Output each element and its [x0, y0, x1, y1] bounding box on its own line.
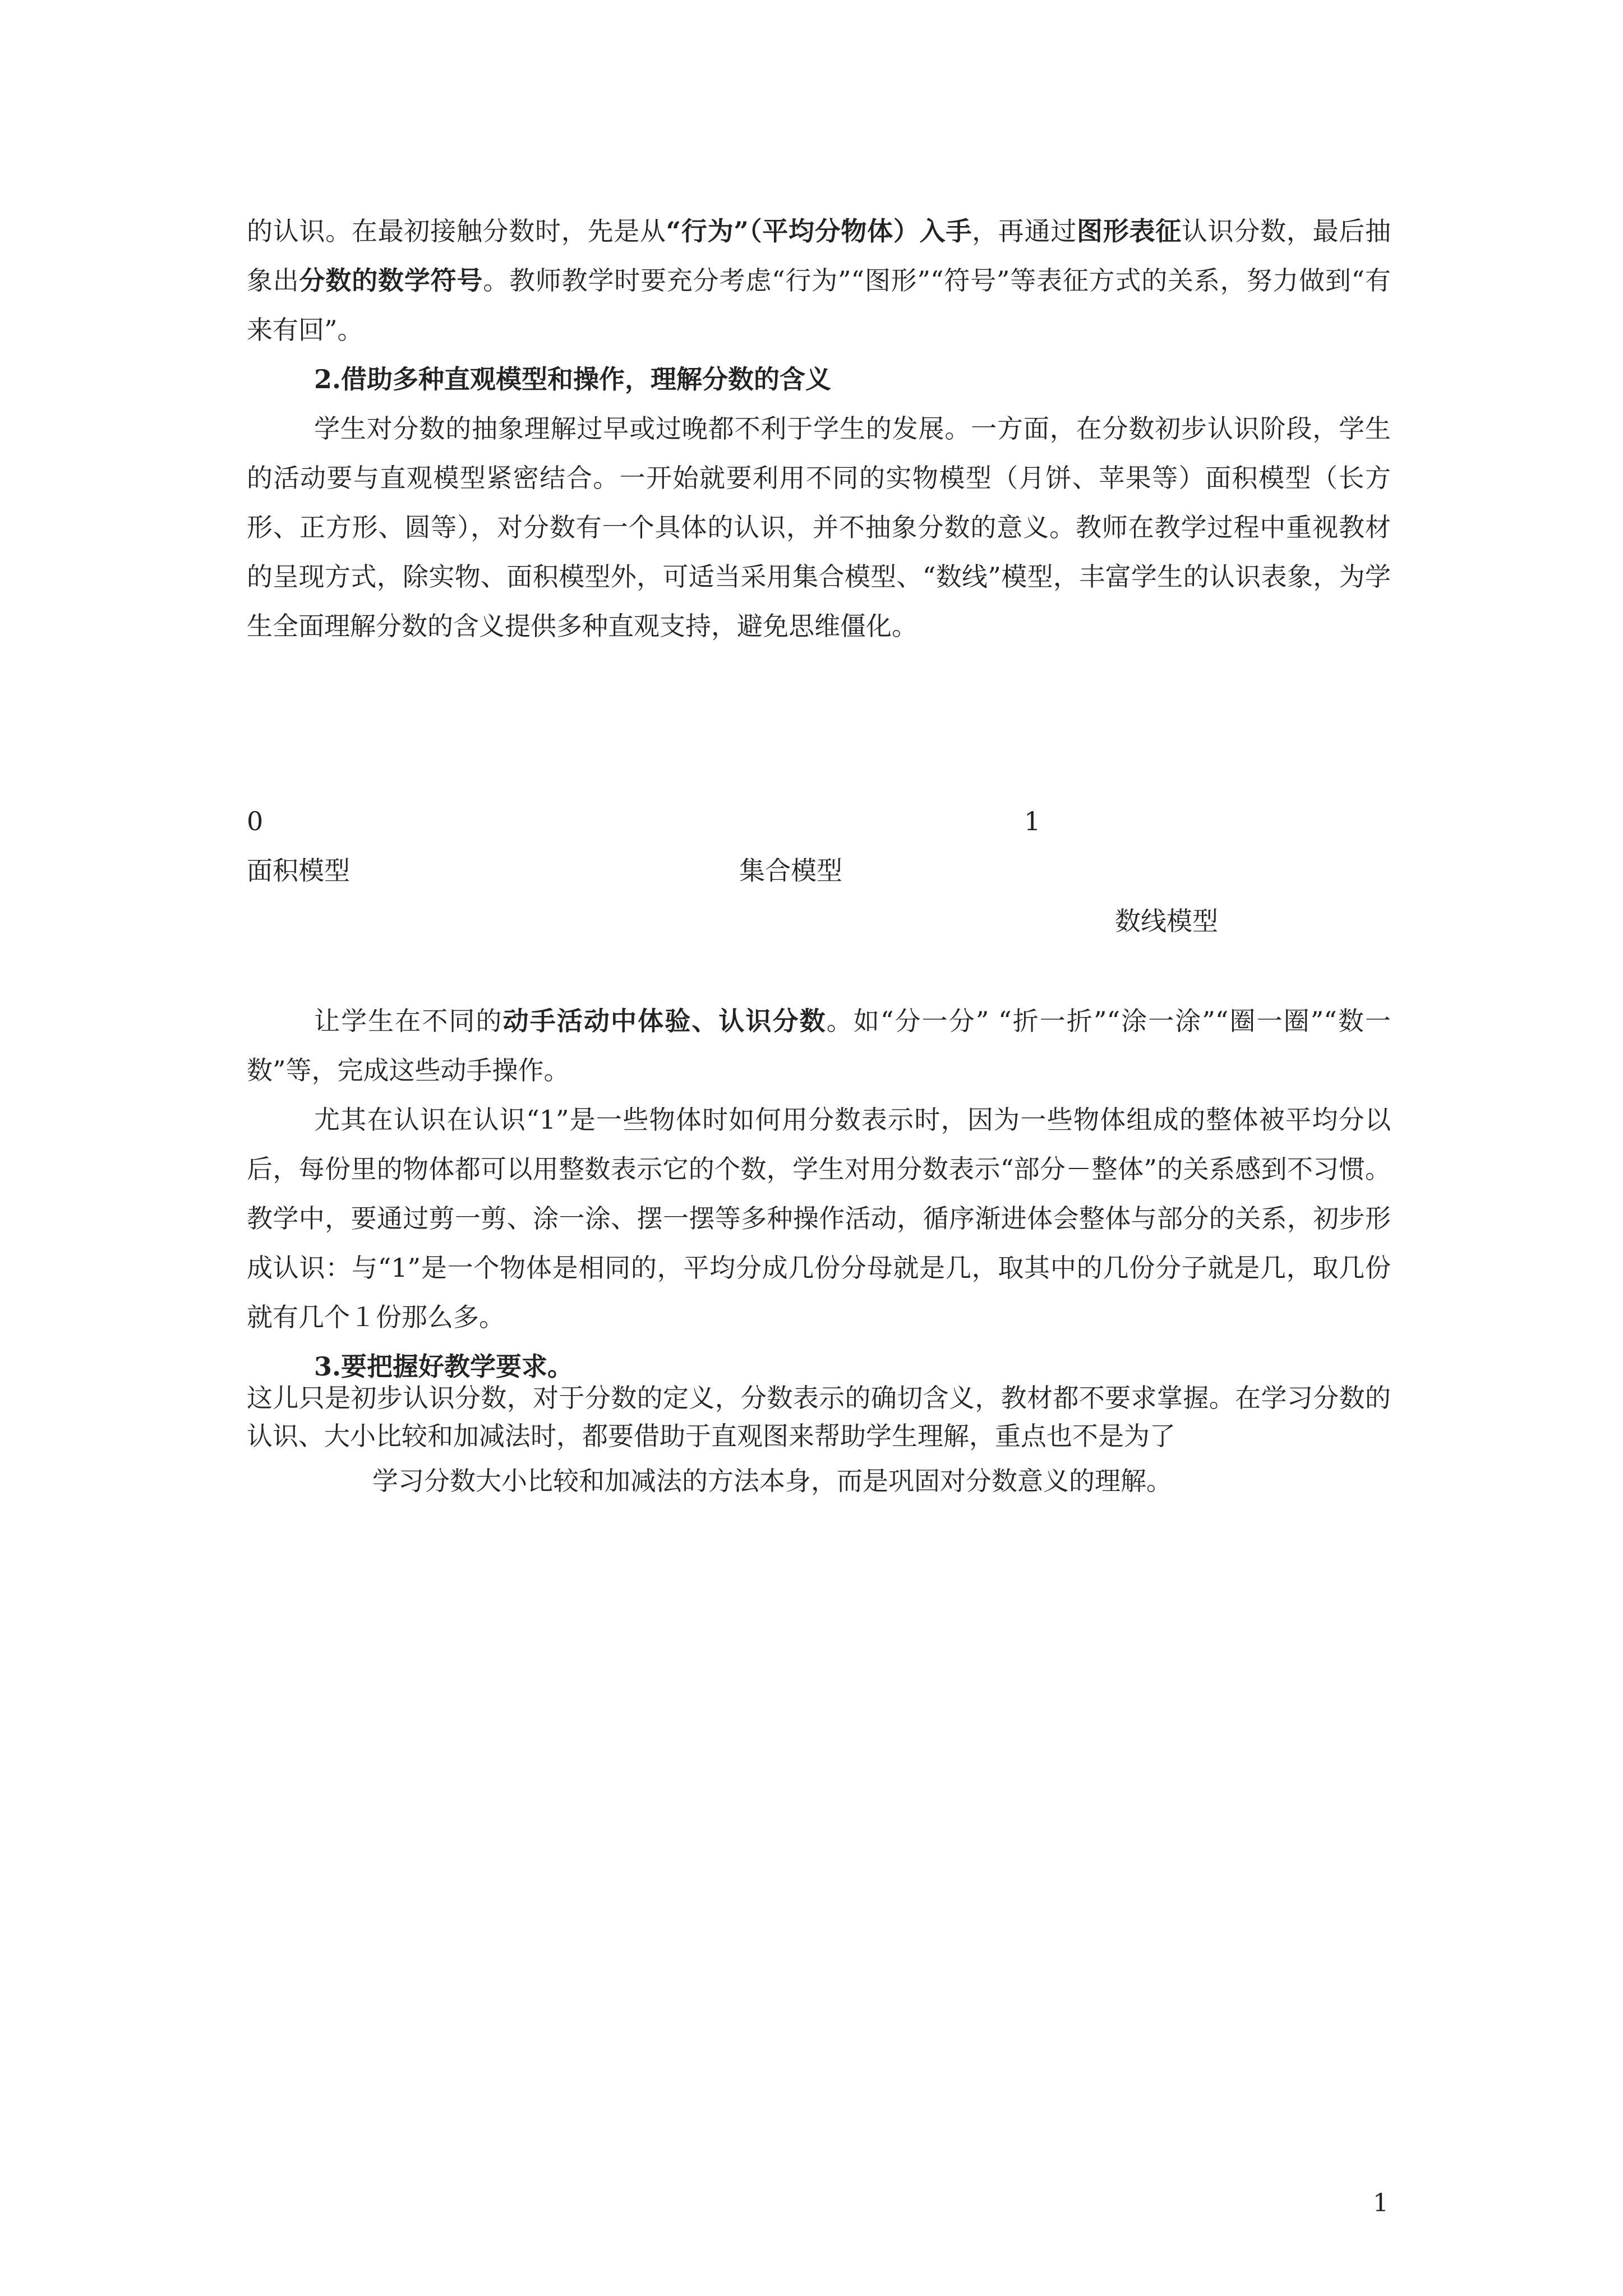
intro-text-1: 的认识。在最初接触分数时，先是从 [247, 216, 666, 246]
label-area-model: 面积模型 [247, 855, 350, 886]
whole-part-paragraph: 尤其在认识在认识“1”是一些物体时如何用分数表示时，因为一些物体组成的整体被平均分以后，每份里的物体都可以用整数表示它的个数，学生对用分数表示“部分－整体”的关系感到不习惯。教学中，要通过剪一剪、涂一涂、摆一摆等多种操作活动，循序渐进体会整体与部分的关系，初步形成认识：与“1”是一个物体是相同的，平均分成几份分母就是几，取其中的几份分子就是几，取几份就有几个１份那么多。 [247, 1105, 1391, 1332]
section3-line1: 这儿只是初步认识分数，对于分数的定义，分数表示的确切含义，教材都不要求掌握。在学习分数的认识、大小比较和加减法时，都要借助于直观图来帮助学生理解，重点也不是为了 [247, 1383, 1391, 1451]
activities-text-2: 。如“分一分” “折一折”“涂一涂”“圈一圈”“数一数”等，完成这些动手操作。 [247, 1006, 1391, 1085]
intro-bold-symbol: 分数的数学符号 [299, 265, 483, 296]
intro-paragraph [247, 206, 1391, 355]
intro-text-4: 。教师教学时要充分考虑“行为”“图形”“符号”等表征方式的关系，努力做到“有来有回”。 [247, 265, 1391, 345]
middle-text-block [247, 996, 1391, 1391]
activities-paragraph [247, 996, 1391, 1095]
activities-text-1: 让学生在不同的 [314, 1006, 503, 1036]
section2-heading: 2.借助多种直观模型和操作，理解分数的含义 [314, 364, 832, 394]
section2-paragraph: 学生对分数的抽象理解过早或过晚都不利于学生的发展。一方面，在分数初步认识阶段，学生的活动要与直观模型紧密结合。一开始就要利用不同的实物模型（月饼、苹果等）面积模型（长方形、正方形、圆等），对分数有一个具体的认识，并不抽象分数的意义。教师在教学过程中重视教材的呈现方式，除实物、面积模型外，可适当采用集合模型、“数线”模型，丰富学生的认识表象，为学生全面理解分数的含义提供多种直观支持，避免思维僵化。 [247, 413, 1391, 641]
tick-zero: 0 [247, 806, 264, 836]
intro-bold-behavior: “行为”（平均分物体）入手 [666, 216, 972, 246]
tick-one: 1 [1024, 806, 1041, 836]
top-text-block [247, 206, 1391, 651]
section3-line2: 学习分数大小比较和加减法的方法本身，而是巩固对分数意义的理解。 [372, 1466, 1172, 1496]
label-set-model: 集合模型 [739, 855, 842, 886]
section3-heading: 3.要把握好教学要求。 [314, 1351, 574, 1382]
intro-text-2: ，再通过 [972, 216, 1077, 246]
activities-bold: 动手活动中体验、认识分数 [502, 1006, 827, 1036]
label-numberline-model: 数线模型 [1115, 906, 1218, 936]
intro-bold-graphic: 图形表征 [1077, 216, 1182, 246]
section3-body [247, 1379, 1391, 1455]
intro-text-3: 认识分数，最后抽象出 [247, 216, 1391, 296]
page-number: 1 [1373, 2189, 1389, 2217]
